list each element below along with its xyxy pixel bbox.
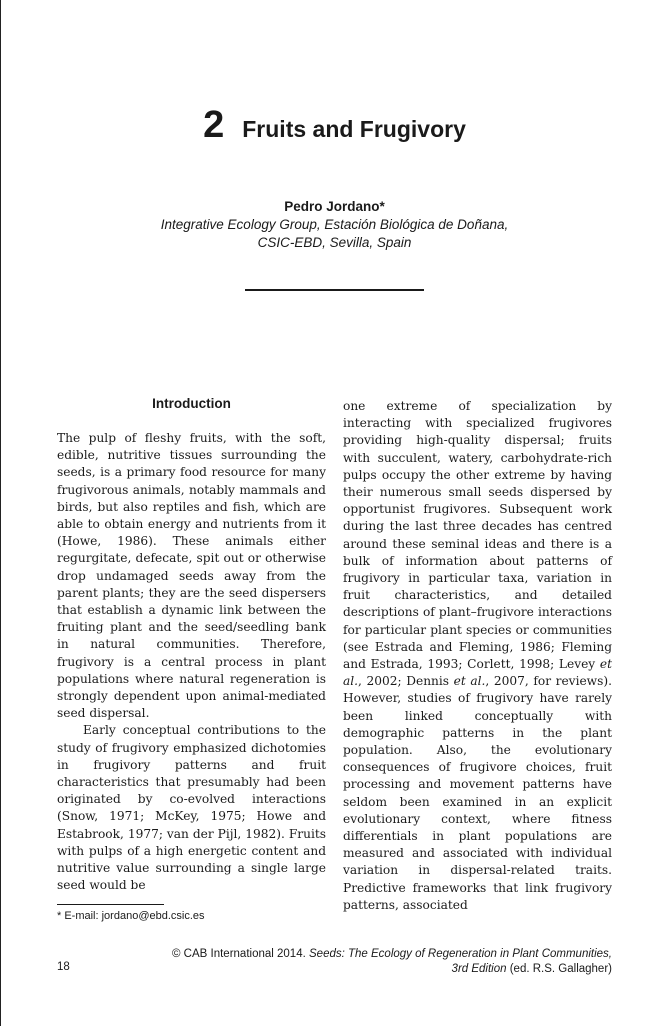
paragraph-2: Early conceptual contributions to the study of frugivory emphasized dichotomies in frugivory patterns and fruit characteristics that presumably had been originated by co-evolved interactions (Snow, 1971; McKey, 1975; Howe and Estabrook, 1977; van der Pijl, 1982). Fruits with pulps of a high energetic content and nutritive value surrounding a single large seed would be [57, 723, 326, 893]
page-number: 18 [57, 961, 70, 973]
footnote-divider [57, 904, 164, 905]
text-segment: , 2002; Dennis [358, 674, 454, 689]
paragraph-1: The pulp of fleshy fruits, with the soft, edible, nutritive tissues surrounding the seeds, is a primary food resource for many frugivorous animals, notably mammals and birds, but also reptiles and fish, which are able to obtain energy and nutrients from it (Howe, 1986). These animals either regurgitate, defecate, spit out or otherwise drop undamaged seeds away from the parent plants; they are the seed dispersers that establish a dynamic link between the fruiting plant and the seed/seedling bank in natural communities. Therefore, frugivory is a central process in plant populations where natural regeneration is strongly dependent upon animal-mediated seed dispersal. [57, 431, 326, 721]
book-editor: (ed. R.S. Gallagher) [506, 963, 612, 975]
et-al: et al. [343, 657, 612, 689]
page-edge [0, 0, 1, 1026]
chapter-number: 2 [203, 104, 225, 146]
text-segment: , 2007, for reviews). However, studies of frugivory have rarely been linked conceptually with demographic patterns in the plant population. Also, the evolutionary consequences of frugivore choices, fruit processing and movement patterns have seldom been examined in an explicit evolutionary context, where fitness differentials in plant populations are measured and associated with individual variation in dispersal-related traits. Predictive frameworks that link frugivory patterns, associated [343, 674, 612, 912]
copyright-prefix: © CAB International 2014. [172, 948, 309, 960]
left-column [57, 430, 326, 894]
author-block [0, 198, 669, 252]
title-divider [245, 289, 424, 291]
author-name: Pedro Jordano* [284, 199, 385, 214]
footnote: * E-mail: jordano@ebd.csic.es [57, 910, 205, 922]
section-heading: Introduction [152, 396, 231, 411]
paragraph-continued [343, 398, 612, 914]
et-al: et al. [453, 674, 486, 689]
text-segment: one extreme of specialization by interacting with specialized frugivores providing high-quality dispersal; fruits with succulent, watery, carbohydrate-rich pulps occupy the other extreme by having their numerous small seeds dispersed by opportunist frugivores. Subsequent work during the last three decades has centred around these seminal ideas and there is a bulk of information about patterns of frugivory in particular taxa, variation in fruit characteristics, and detailed descriptions of plant–frugivore interactions for particular plant species or communities (see Estrada and Fleming, 1986; Fleming and Estrada, 1993; Corlett, 1998; Levey [343, 399, 612, 672]
chapter-heading [0, 104, 669, 147]
copyright-notice [112, 947, 612, 977]
book-title: Seeds: The Ecology of Regeneration in Plant Communities, [309, 948, 612, 960]
affiliation-line-1: Integrative Ecology Group, Estación Biológica de Doñana, [160, 217, 509, 232]
chapter-title: Fruits and Frugivory [242, 116, 466, 142]
book-edition: 3rd Edition [451, 963, 507, 975]
right-column [343, 398, 612, 914]
affiliation-line-2: CSIC-EBD, Sevilla, Spain [257, 235, 412, 250]
